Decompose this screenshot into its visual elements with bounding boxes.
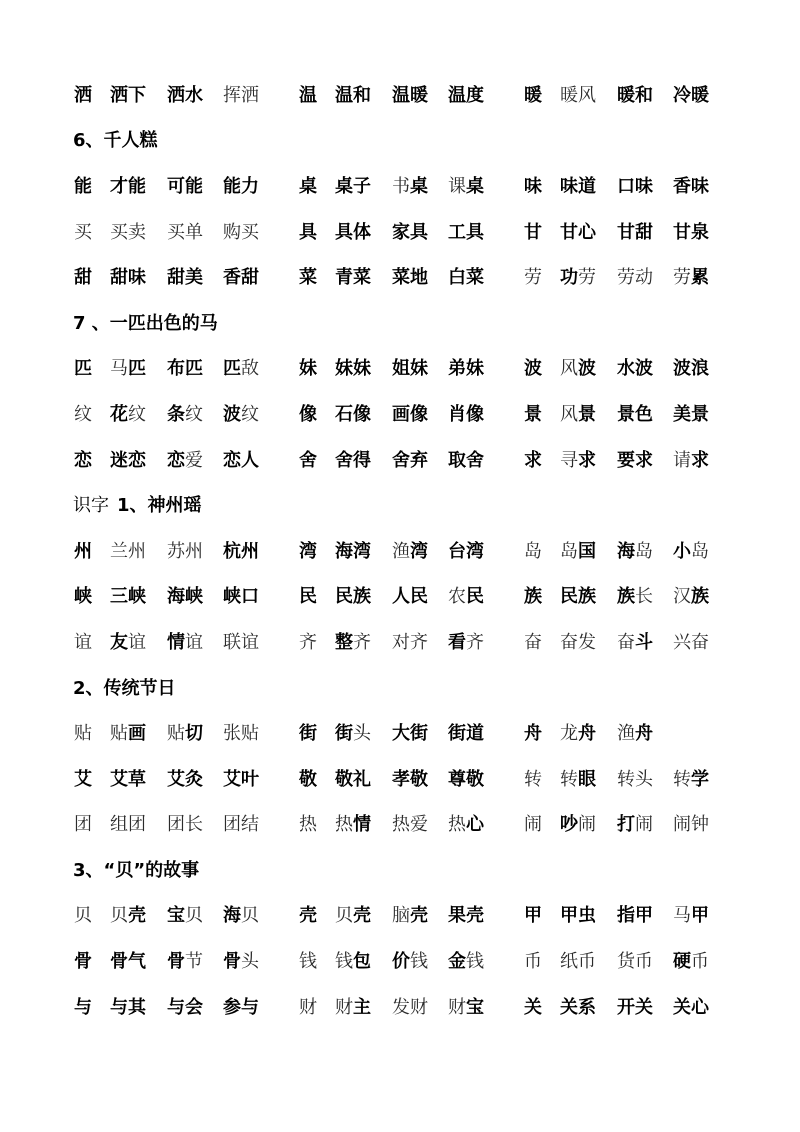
vocab-character: 与 [74,996,92,1018]
vocab-word: 波纹 [223,403,259,425]
vocab-character: 味 [524,175,542,197]
vocab-word: 奋发 [560,631,596,653]
vocab-word: 热情 [335,814,371,836]
lesson-heading [0,119,800,165]
vocab-character: 壳 [299,905,317,927]
vocab-word: 甲虫 [560,905,596,927]
vocab-word: 课桌 [448,175,484,197]
vocab-row [0,939,800,985]
vocab-word: 暖和 [617,84,653,106]
lesson-heading [0,301,800,347]
vocab-word: 转头 [617,768,653,790]
vocab-word: 宝贝 [167,905,203,927]
vocab-word: 钱包 [335,951,371,973]
vocab-character: 具 [299,221,317,243]
vocab-word: 硬币 [673,951,709,973]
vocab-word: 弟妹 [448,358,484,380]
vocab-word: 风景 [560,403,596,425]
vocab-word: 香甜 [223,267,259,289]
lesson-heading [0,666,800,712]
vocab-word: 水波 [617,358,653,380]
vocab-word: 冷暖 [673,84,709,106]
vocab-character: 像 [299,403,317,425]
vocab-character: 能 [74,175,92,197]
vocab-word: 货币 [617,951,653,973]
vocab-word: 脑壳 [392,905,428,927]
vocab-word: 与会 [167,996,203,1018]
vocab-word: 组团 [110,814,146,836]
vocab-word: 街头 [335,723,371,745]
vocab-character: 暖 [524,84,542,106]
vocab-word: 汉族 [673,586,709,608]
vocab-word: 热爱 [392,814,428,836]
lesson-heading-title: 6、千人糕 [73,130,158,152]
vocab-word: 舍得 [335,449,371,471]
vocab-row [0,210,800,256]
vocab-word: 妹妹 [335,358,371,380]
vocab-word: 发财 [392,996,428,1018]
vocab-word: 能力 [223,175,259,197]
vocab-character: 妹 [299,358,317,380]
vocab-word: 骨气 [110,951,146,973]
vocab-word: 海峡 [167,586,203,608]
vocab-character: 族 [524,586,542,608]
vocab-word: 奋斗 [617,631,653,653]
vocab-character: 舍 [299,449,317,471]
vocab-word: 波浪 [673,358,709,380]
vocab-row [0,711,800,757]
vocab-word: 打闹 [617,814,653,836]
vocab-word: 景色 [617,403,653,425]
vocab-word: 三峡 [110,586,146,608]
vocab-word: 看齐 [448,631,484,653]
vocab-word: 青菜 [335,267,371,289]
vocab-row [0,575,800,621]
vocab-character: 甜 [74,267,92,289]
vocab-character: 民 [299,586,317,608]
vocab-word: 甜味 [110,267,146,289]
vocab-word: 对齐 [392,631,428,653]
vocab-word: 海贝 [223,905,259,927]
vocab-word: 味道 [560,175,596,197]
vocab-character: 团 [74,814,92,836]
vocab-word: 尊敬 [448,768,484,790]
vocab-character: 街 [299,723,317,745]
vocab-character: 谊 [74,631,92,653]
vocab-word: 挥洒 [223,84,259,106]
vocab-word: 匹敌 [223,358,259,380]
vocab-row [0,255,800,301]
vocab-character: 敬 [299,768,317,790]
vocab-word: 贝壳 [335,905,371,927]
vocab-word: 功劳 [560,267,596,289]
vocab-character: 齐 [299,631,317,653]
vocab-word: 舍弃 [392,449,428,471]
vocab-word: 工具 [448,221,484,243]
vocab-word: 骨节 [167,951,203,973]
vocab-word: 闹钟 [673,814,709,836]
vocab-word: 要求 [617,449,653,471]
vocab-word: 孝敬 [392,768,428,790]
vocab-row [0,438,800,484]
vocab-character: 奋 [524,631,542,653]
vocab-word: 可能 [167,175,203,197]
vocab-word: 团结 [223,814,259,836]
vocab-word: 恋爱 [167,449,203,471]
vocab-word: 条纹 [167,403,203,425]
vocab-word: 甘甜 [617,221,653,243]
vocab-character: 菜 [299,267,317,289]
vocab-word: 杭州 [223,540,259,562]
vocab-word: 转眼 [560,768,596,790]
vocab-word: 台湾 [448,540,484,562]
vocab-word: 兴奋 [673,631,709,653]
vocab-word: 海岛 [617,540,653,562]
vocab-word: 金钱 [448,951,484,973]
vocab-word: 风波 [560,358,596,380]
vocab-word: 民族 [335,586,371,608]
vocab-character: 甲 [524,905,542,927]
vocab-word: 温和 [335,84,371,106]
vocab-character: 温 [299,84,317,106]
vocab-character: 关 [524,996,542,1018]
vocab-word: 人民 [392,586,428,608]
vocab-character: 转 [524,768,542,790]
vocab-word: 联谊 [223,631,259,653]
vocab-word: 岛国 [560,540,596,562]
vocab-character: 劳 [524,267,542,289]
vocab-word: 艾叶 [223,768,259,790]
vocab-word: 买单 [167,221,203,243]
vocab-word: 劳累 [673,267,709,289]
vocab-word: 购买 [223,221,259,243]
lesson-heading-prefix: 识字 [73,495,109,517]
vocab-character: 贴 [74,723,92,745]
vocab-word: 马甲 [673,905,709,927]
vocab-word: 张贴 [223,723,259,745]
lesson-heading-title: 7 、一匹出色的马 [73,312,218,334]
vocab-word: 转学 [673,768,709,790]
vocab-word: 洒下 [110,84,146,106]
vocab-row [0,392,800,438]
vocab-word: 果壳 [448,905,484,927]
vocab-word: 温暖 [392,84,428,106]
vocab-word: 石像 [335,403,371,425]
vocab-word: 白菜 [448,267,484,289]
vocab-word: 价钱 [392,951,428,973]
vocab-word: 恋人 [223,449,259,471]
vocab-word: 贴切 [167,723,203,745]
vocab-word: 才能 [110,175,146,197]
vocab-word: 买卖 [110,221,146,243]
vocab-row [0,347,800,393]
vocab-word: 马匹 [110,358,146,380]
vocab-character: 舟 [524,723,542,745]
vocab-word: 甘泉 [673,221,709,243]
vocab-word: 美景 [673,403,709,425]
vocab-word: 暖风 [560,84,596,106]
vocab-row [0,620,800,666]
vocab-word: 团长 [167,814,203,836]
vocab-row [0,803,800,849]
vocabulary-page [0,73,800,1030]
vocab-word: 渔湾 [392,540,428,562]
vocab-word: 甘心 [560,221,596,243]
vocab-word: 开关 [617,996,653,1018]
vocab-word: 财主 [335,996,371,1018]
vocab-word: 取舍 [448,449,484,471]
vocab-word: 族长 [617,586,653,608]
vocab-character: 景 [524,403,542,425]
vocab-word: 吵闹 [560,814,596,836]
vocab-word: 与其 [110,996,146,1018]
vocab-character: 艾 [74,768,92,790]
lesson-heading [0,848,800,894]
vocab-character: 恋 [74,449,92,471]
vocab-word: 甜美 [167,267,203,289]
vocab-word: 友谊 [110,631,146,653]
vocab-row [0,529,800,575]
vocab-word: 贴画 [110,723,146,745]
vocab-word: 艾草 [110,768,146,790]
vocab-character: 买 [74,221,92,243]
vocab-word: 关系 [560,996,596,1018]
vocab-word: 龙舟 [560,723,596,745]
vocab-word: 指甲 [617,905,653,927]
vocab-word: 请求 [673,449,709,471]
vocab-word: 整齐 [335,631,371,653]
vocab-character: 贝 [74,905,92,927]
vocab-word: 关心 [673,996,709,1018]
vocab-character: 匹 [74,358,92,380]
vocab-word: 渔舟 [617,723,653,745]
vocab-character: 求 [524,449,542,471]
vocab-word: 骨头 [223,951,259,973]
vocab-word: 温度 [448,84,484,106]
vocab-character: 峡 [74,586,92,608]
vocab-word: 热心 [448,814,484,836]
vocab-word: 画像 [392,403,428,425]
vocab-word: 寻求 [560,449,596,471]
vocab-word: 财宝 [448,996,484,1018]
vocab-character: 纹 [74,403,92,425]
vocab-word: 口味 [617,175,653,197]
vocab-word: 家具 [392,221,428,243]
vocab-word: 劳动 [617,267,653,289]
vocab-word: 书桌 [392,175,428,197]
vocab-word: 花纹 [110,403,146,425]
vocab-word: 艾灸 [167,768,203,790]
vocab-word: 苏州 [167,540,203,562]
vocab-word: 洒水 [167,84,203,106]
lesson-heading-title: 3、“贝”的故事 [73,859,200,881]
vocab-word: 桌子 [335,175,371,197]
vocab-word: 菜地 [392,267,428,289]
vocab-word: 海湾 [335,540,371,562]
vocab-character: 币 [524,951,542,973]
vocab-character: 甘 [524,221,542,243]
vocab-character: 骨 [74,951,92,973]
vocab-word: 兰州 [110,540,146,562]
vocab-character: 波 [524,358,542,380]
vocab-word: 具体 [335,221,371,243]
vocab-word: 迷恋 [110,449,146,471]
vocab-word: 情谊 [167,631,203,653]
vocab-character: 湾 [299,540,317,562]
vocab-word: 小岛 [673,540,709,562]
vocab-word: 参与 [223,996,259,1018]
vocab-word: 肖像 [448,403,484,425]
vocab-word: 街道 [448,723,484,745]
lesson-heading-title: 2、传统节日 [73,677,176,699]
vocab-character: 岛 [524,540,542,562]
vocab-character: 洒 [74,84,92,106]
vocab-word: 布匹 [167,358,203,380]
vocab-row [0,164,800,210]
vocab-character: 闹 [524,814,542,836]
vocab-character: 桌 [299,175,317,197]
vocab-character: 钱 [299,951,317,973]
vocab-word: 民族 [560,586,596,608]
vocab-character: 财 [299,996,317,1018]
vocab-word: 峡口 [223,586,259,608]
vocab-row [0,985,800,1031]
lesson-heading-title: 1、神州瑶 [117,495,202,517]
lesson-heading [0,483,800,529]
vocab-word: 大街 [392,723,428,745]
vocab-word: 贝壳 [110,905,146,927]
vocab-character: 热 [299,814,317,836]
vocab-word: 纸币 [560,951,596,973]
vocab-character: 州 [74,540,92,562]
vocab-row [0,757,800,803]
vocab-row [0,73,800,119]
vocab-word: 香味 [673,175,709,197]
vocab-word: 姐妹 [392,358,428,380]
vocab-word: 农民 [448,586,484,608]
vocab-row [0,894,800,940]
vocab-word: 敬礼 [335,768,371,790]
